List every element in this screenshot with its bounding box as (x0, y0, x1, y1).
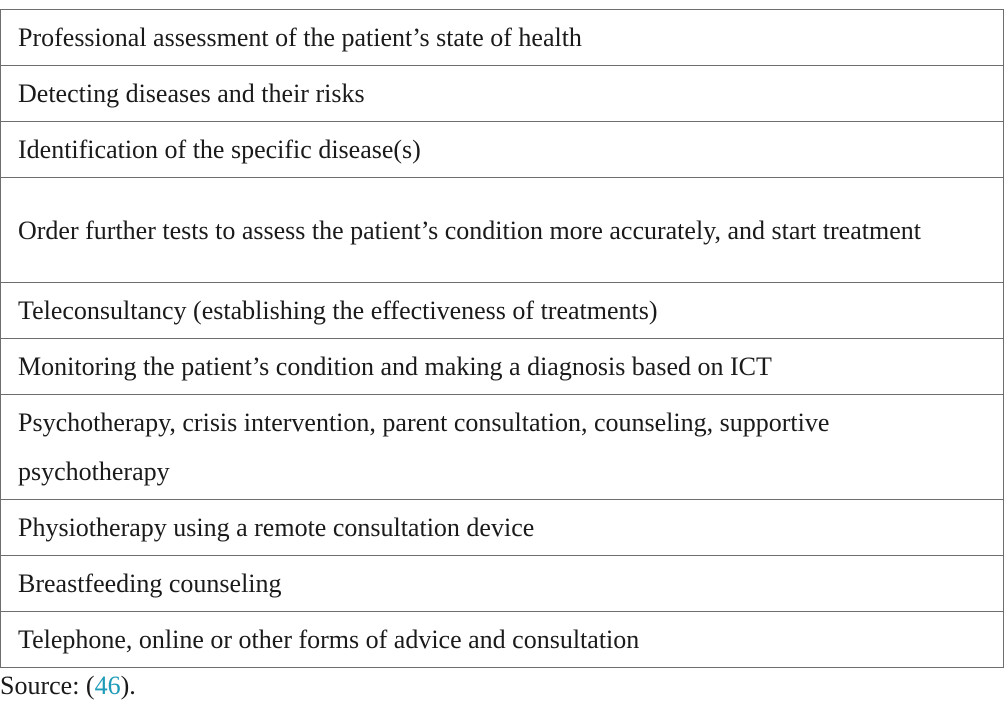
table-cell: Detecting diseases and their risks (1, 66, 1004, 122)
table-row (1, 66, 1004, 122)
table-cell: Professional assessment of the patient’s state of health (1, 10, 1004, 66)
source-label: Source: ( (0, 671, 95, 700)
table-cell: Teleconsultancy (establishing the effectiveness of treatments) (1, 283, 1004, 339)
reference-link[interactable]: 46 (94, 671, 121, 700)
table-row (1, 178, 1004, 283)
table-row (1, 612, 1004, 668)
table-row (1, 10, 1004, 66)
table-row (1, 500, 1004, 556)
source-suffix: ). (120, 671, 136, 700)
table-cell: Physiotherapy using a remote consultation device (1, 500, 1004, 556)
table-row (1, 122, 1004, 178)
table-cell: Identification of the specific disease(s) (1, 122, 1004, 178)
table-cell: Psychotherapy, crisis intervention, parent consultation, counseling, supportive psychotherapy (1, 395, 1004, 500)
table-row (1, 395, 1004, 500)
table-row (1, 556, 1004, 612)
table-cell: Monitoring the patient’s condition and making a diagnosis based on ICT (1, 339, 1004, 395)
table-row (1, 283, 1004, 339)
services-table (0, 9, 1004, 668)
source-note (0, 669, 136, 703)
table-cell: Breastfeeding counseling (1, 556, 1004, 612)
table-cell: Order further tests to assess the patient’s condition more accurately, and start treatment (1, 178, 1004, 283)
table-row (1, 339, 1004, 395)
services-table-container (0, 9, 1004, 668)
table-cell: Telephone, online or other forms of advice and consultation (1, 612, 1004, 668)
